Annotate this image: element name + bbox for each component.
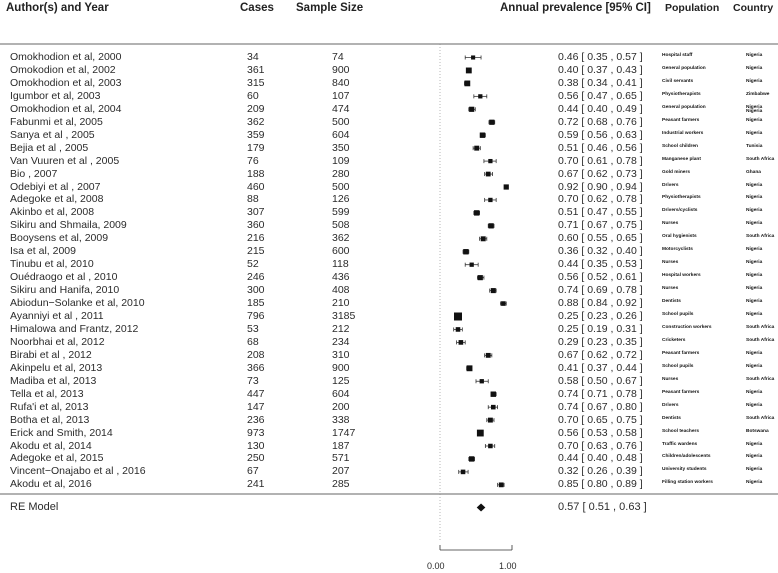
study-author: Sikiru and Hanifa, 2010 bbox=[10, 284, 120, 297]
study-population: Dentists bbox=[662, 299, 681, 305]
study-ci: 0.56 [ 0.47 , 0.65 ] bbox=[558, 89, 643, 102]
study-cases: 359 bbox=[247, 128, 265, 141]
study-ci: 0.85 [ 0.80 , 0.89 ] bbox=[558, 478, 643, 491]
study-country: Nigeria bbox=[746, 208, 763, 214]
study-sample-size: 508 bbox=[332, 219, 350, 232]
study-ci: 0.70 [ 0.62 , 0.78 ] bbox=[558, 193, 643, 206]
study-ci: 0.25 [ 0.23 , 0.26 ] bbox=[558, 310, 643, 322]
study-sample-size: 571 bbox=[332, 452, 350, 465]
study-country: Nigeria bbox=[746, 454, 763, 460]
study-sample-size: 126 bbox=[332, 193, 350, 206]
study-ci: 0.41 [ 0.37 , 0.44 ] bbox=[558, 361, 643, 374]
study-author: Adegoke et al, 2008 bbox=[10, 193, 104, 206]
study-country: South Africa bbox=[746, 324, 775, 330]
study-country: Nigeria bbox=[746, 273, 763, 279]
point-estimate bbox=[463, 249, 468, 254]
study-cases: 460 bbox=[247, 180, 265, 193]
study-cases: 188 bbox=[247, 167, 265, 180]
study-population: Construction workers bbox=[662, 324, 712, 330]
study-sample-size: 207 bbox=[332, 465, 350, 478]
study-sample-size: 107 bbox=[332, 89, 350, 102]
study-author: Omokhodion et al, 2004 bbox=[10, 102, 122, 115]
point-estimate bbox=[459, 340, 464, 345]
study-cases: 216 bbox=[247, 232, 265, 245]
study-population: Physiotherapists bbox=[662, 195, 701, 201]
point-estimate bbox=[488, 444, 493, 449]
study-population: General population bbox=[662, 65, 706, 71]
study-population: Oral hygienists bbox=[662, 234, 697, 240]
point-estimate bbox=[469, 456, 474, 461]
study-ci: 0.25 [ 0.19 , 0.31 ] bbox=[558, 322, 643, 335]
study-population: Dentists bbox=[662, 415, 681, 421]
study-sample-size: 900 bbox=[332, 63, 350, 76]
study-population: School children bbox=[662, 143, 698, 149]
study-population: Nurses bbox=[662, 286, 679, 292]
study-author: Tella et al, 2013 bbox=[10, 387, 84, 400]
study-author: Ayanniyi et al , 2011 bbox=[10, 310, 104, 322]
summary-ci: 0.57 [ 0.51 , 0.63 ] bbox=[558, 501, 647, 513]
point-estimate bbox=[474, 210, 479, 215]
study-cases: 147 bbox=[247, 400, 265, 413]
point-estimate bbox=[478, 94, 482, 98]
study-ci: 0.92 [ 0.90 , 0.94 ] bbox=[558, 180, 643, 193]
point-estimate bbox=[486, 172, 491, 177]
study-ci: 0.44 [ 0.40 , 0.48 ] bbox=[558, 452, 643, 465]
point-estimate bbox=[480, 132, 485, 137]
study-country: Tunisia bbox=[746, 143, 763, 149]
study-sample-size: 285 bbox=[332, 478, 350, 491]
study-author: Akodu et al, 2014 bbox=[10, 439, 92, 452]
study-ci: 0.74 [ 0.69 , 0.78 ] bbox=[558, 284, 643, 297]
study-sample-size: 604 bbox=[332, 128, 350, 141]
point-estimate bbox=[470, 263, 474, 267]
study-country: Nigeria bbox=[746, 117, 763, 123]
study-sample-size: 280 bbox=[332, 167, 350, 180]
study-author: Omokhodion et al, 2003 bbox=[10, 76, 122, 89]
study-author: Birabi et al , 2012 bbox=[10, 348, 92, 361]
study-population: Civil servants bbox=[662, 78, 694, 84]
study-author: Vincent−Onajabo et al , 2016 bbox=[10, 465, 146, 478]
point-estimate bbox=[488, 418, 493, 423]
study-population: Filling station workers bbox=[662, 480, 713, 486]
point-estimate bbox=[486, 353, 491, 358]
study-country: Nigeria bbox=[746, 286, 763, 292]
study-ci: 0.56 [ 0.52 , 0.61 ] bbox=[558, 271, 643, 284]
study-ci: 0.38 [ 0.34 , 0.41 ] bbox=[558, 76, 643, 89]
study-author: Omokodion et al, 2002 bbox=[10, 63, 116, 76]
study-country: Ghana bbox=[746, 169, 761, 175]
study-cases: 179 bbox=[247, 141, 265, 154]
study-country: Nigeria bbox=[746, 480, 763, 486]
study-sample-size: 900 bbox=[332, 361, 350, 374]
study-country: Nigeria bbox=[746, 260, 763, 266]
point-estimate bbox=[480, 379, 484, 383]
study-cases: 34 bbox=[247, 51, 259, 63]
study-population: Peasant farmers bbox=[662, 350, 700, 356]
study-author: Tinubu et al, 2010 bbox=[10, 258, 94, 271]
study-population: Physiotherapists bbox=[662, 91, 701, 97]
study-ci: 0.59 [ 0.56 , 0.63 ] bbox=[558, 128, 643, 141]
study-population: Peasant farmers bbox=[662, 117, 700, 123]
point-estimate bbox=[464, 81, 470, 87]
study-country: Nigeria bbox=[746, 65, 763, 71]
study-cases: 68 bbox=[247, 335, 259, 348]
study-cases: 241 bbox=[247, 478, 265, 491]
study-country: Nigeria bbox=[746, 53, 763, 58]
x-tick-label-1: 1.00 bbox=[499, 561, 517, 571]
study-cases: 53 bbox=[247, 322, 259, 335]
study-author: Ouédraogo et al , 2010 bbox=[10, 271, 118, 284]
study-author: Bejia et al , 2005 bbox=[10, 141, 89, 154]
study-country: Nigeria bbox=[746, 350, 763, 356]
study-cases: 360 bbox=[247, 219, 265, 232]
point-estimate bbox=[474, 146, 479, 151]
study-author: Sikiru and Shmaila, 2009 bbox=[10, 219, 127, 232]
study-ci: 0.29 [ 0.23 , 0.35 ] bbox=[558, 335, 643, 348]
study-population: Cricketers bbox=[662, 337, 686, 343]
study-ci: 0.67 [ 0.62 , 0.73 ] bbox=[558, 167, 643, 180]
study-author: Odebiyi et al , 2007 bbox=[10, 180, 101, 193]
study-author: Booysens et al, 2009 bbox=[10, 232, 109, 245]
study-sample-size: 212 bbox=[332, 322, 350, 335]
point-estimate bbox=[471, 55, 475, 59]
point-estimate bbox=[491, 288, 496, 293]
study-cases: 52 bbox=[247, 258, 259, 271]
study-ci: 0.67 [ 0.62 , 0.72 ] bbox=[558, 348, 643, 361]
study-author: Sanya et al , 2005 bbox=[10, 128, 95, 141]
study-population: Peasant farmers bbox=[662, 389, 700, 395]
study-population: General population bbox=[662, 104, 706, 110]
point-estimate bbox=[477, 430, 484, 437]
study-cases: 366 bbox=[247, 361, 265, 374]
header-country: Country bbox=[733, 2, 774, 14]
point-estimate bbox=[488, 159, 492, 163]
study-population: Hospital workers bbox=[662, 273, 701, 279]
study-country: Botswana bbox=[746, 428, 769, 434]
study-country: South Africa bbox=[746, 415, 775, 421]
study-sample-size: 840 bbox=[332, 76, 350, 89]
study-sample-size: 436 bbox=[332, 271, 350, 284]
study-author: Himalowa and Frantz, 2012 bbox=[10, 322, 139, 335]
study-ci: 0.51 [ 0.47 , 0.55 ] bbox=[558, 206, 643, 219]
study-population: Drivers bbox=[662, 182, 679, 188]
study-author: Noorbhai et al, 2012 bbox=[10, 335, 105, 348]
point-estimate bbox=[491, 405, 496, 410]
study-sample-size: 310 bbox=[332, 348, 350, 361]
study-ci: 0.70 [ 0.65 , 0.75 ] bbox=[558, 413, 643, 426]
study-ci: 0.60 [ 0.55 , 0.65 ] bbox=[558, 232, 643, 245]
study-cases: 60 bbox=[247, 89, 259, 102]
point-estimate bbox=[489, 223, 494, 228]
study-cases: 362 bbox=[247, 115, 265, 128]
study-cases: 973 bbox=[247, 426, 265, 439]
point-estimate bbox=[469, 107, 474, 112]
study-author: Van Vuuren et al , 2005 bbox=[10, 154, 120, 167]
study-cases: 307 bbox=[247, 206, 265, 219]
study-country: South Africa bbox=[746, 376, 775, 382]
study-author: Igumbor et al, 2003 bbox=[10, 89, 101, 102]
study-cases: 447 bbox=[247, 387, 265, 400]
study-sample-size: 500 bbox=[332, 115, 350, 128]
study-country: Nigeria bbox=[746, 78, 763, 84]
study-sample-size: 500 bbox=[332, 180, 350, 193]
study-population: Hospital staff bbox=[662, 53, 693, 58]
study-cases: 300 bbox=[247, 284, 265, 297]
point-estimate bbox=[501, 301, 506, 306]
study-author: Omokhodion et al, 2000 bbox=[10, 51, 122, 63]
study-ci: 0.44 [ 0.35 , 0.53 ] bbox=[558, 258, 643, 271]
study-sample-size: 210 bbox=[332, 297, 350, 310]
study-country: Nigeria bbox=[746, 363, 763, 369]
study-ci: 0.32 [ 0.26 , 0.39 ] bbox=[558, 465, 643, 478]
summary-label: RE Model bbox=[10, 501, 59, 513]
study-country: Nigeria bbox=[746, 467, 763, 473]
x-tick-label-0: 0.00 bbox=[427, 561, 445, 571]
study-ci: 0.51 [ 0.46 , 0.56 ] bbox=[558, 141, 643, 154]
point-estimate bbox=[454, 313, 462, 321]
point-estimate bbox=[504, 184, 509, 189]
header-population: Population bbox=[665, 2, 720, 14]
study-population: School pupils bbox=[662, 312, 694, 317]
study-cases: 361 bbox=[247, 63, 265, 76]
study-population: Motorcyclists bbox=[662, 247, 693, 253]
study-ci: 0.56 [ 0.53 , 0.58 ] bbox=[558, 426, 643, 439]
study-population: Gold miners bbox=[662, 169, 690, 175]
study-sample-size: 474 bbox=[332, 102, 350, 115]
header-cases: Cases bbox=[240, 2, 274, 14]
study-cases: 796 bbox=[247, 310, 265, 322]
study-ci: 0.44 [ 0.40 , 0.49 ] bbox=[558, 102, 643, 115]
point-estimate bbox=[499, 482, 504, 487]
point-estimate bbox=[481, 236, 486, 241]
study-author: Akinbo et al, 2008 bbox=[10, 206, 95, 219]
study-population: Drivers bbox=[662, 402, 679, 408]
study-sample-size: 350 bbox=[332, 141, 350, 154]
study-sample-size: 3185 bbox=[332, 310, 356, 322]
study-sample-size: 338 bbox=[332, 413, 350, 426]
study-author: Isa et al, 2009 bbox=[10, 245, 76, 258]
study-ci: 0.70 [ 0.63 , 0.76 ] bbox=[558, 439, 643, 452]
study-cases: 130 bbox=[247, 439, 265, 452]
study-country: Nigeria bbox=[746, 104, 763, 110]
study-sample-size: 74 bbox=[332, 51, 344, 63]
study-cases: 250 bbox=[247, 452, 265, 465]
study-ci: 0.40 [ 0.37 , 0.43 ] bbox=[558, 63, 643, 76]
study-sample-size: 362 bbox=[332, 232, 350, 245]
study-country: Nigeria bbox=[746, 312, 763, 317]
study-sample-size: 600 bbox=[332, 245, 350, 258]
study-country: Nigeria bbox=[746, 195, 763, 201]
study-author: Abiodun−Solanke et al, 2010 bbox=[10, 297, 145, 310]
study-sample-size: 604 bbox=[332, 387, 350, 400]
summary-diamond bbox=[477, 504, 486, 512]
study-country: Nigeria bbox=[746, 389, 763, 395]
study-cases: 209 bbox=[247, 102, 265, 115]
study-sample-size: 599 bbox=[332, 206, 350, 219]
study-author: Bio , 2007 bbox=[10, 167, 58, 180]
study-author: Erick and Smith, 2014 bbox=[10, 426, 113, 439]
point-estimate bbox=[478, 275, 483, 280]
study-author: Madiba et al, 2013 bbox=[10, 374, 97, 387]
study-cases: 315 bbox=[247, 76, 265, 89]
study-country: Zimbabwe bbox=[746, 91, 770, 97]
study-cases: 67 bbox=[247, 465, 259, 478]
study-cases: 73 bbox=[247, 374, 259, 387]
study-country: Nigeria bbox=[746, 130, 763, 136]
study-author: Adegoke et al, 2015 bbox=[10, 452, 104, 465]
study-country: Nigeria bbox=[746, 441, 763, 447]
study-country: Nigeria bbox=[746, 182, 763, 188]
study-population: Industrial workers bbox=[662, 130, 704, 136]
point-estimate bbox=[489, 120, 494, 125]
header-sample-size: Sample Size bbox=[296, 2, 364, 14]
study-ci: 0.72 [ 0.68 , 0.76 ] bbox=[558, 115, 643, 128]
study-sample-size: 109 bbox=[332, 154, 350, 167]
point-estimate bbox=[461, 470, 466, 475]
study-author: Akinpelu et al, 2013 bbox=[10, 361, 103, 374]
study-ci: 0.70 [ 0.61 , 0.78 ] bbox=[558, 154, 643, 167]
point-estimate bbox=[456, 327, 461, 332]
study-author: Akodu et al, 2016 bbox=[10, 478, 92, 491]
study-population: Drivers/cyclists bbox=[662, 208, 698, 214]
study-population: School teachers bbox=[662, 428, 700, 434]
study-cases: 185 bbox=[247, 297, 265, 310]
study-cases: 215 bbox=[247, 245, 265, 258]
study-cases: 76 bbox=[247, 154, 259, 167]
study-author: Rufa'i et al, 2013 bbox=[10, 400, 89, 413]
study-author: Fabunmi et al, 2005 bbox=[10, 115, 103, 128]
study-population: Traffic wardens bbox=[662, 441, 698, 447]
study-sample-size: 125 bbox=[332, 374, 350, 387]
study-sample-size: 187 bbox=[332, 439, 350, 452]
study-ci: 0.74 [ 0.67 , 0.80 ] bbox=[558, 400, 643, 413]
point-estimate bbox=[491, 391, 496, 396]
header-prevalence: Annual prevalence [95% CI] bbox=[500, 2, 651, 14]
study-population: Nurses bbox=[662, 221, 679, 227]
study-population: Nurses bbox=[662, 376, 679, 382]
study-population: School pupils bbox=[662, 363, 694, 369]
study-cases: 236 bbox=[247, 413, 265, 426]
study-country: Nigeria bbox=[746, 299, 763, 305]
study-country-extra: Nigeria bbox=[746, 108, 763, 114]
study-sample-size: 234 bbox=[332, 335, 350, 348]
study-cases: 88 bbox=[247, 193, 259, 206]
study-sample-size: 408 bbox=[332, 284, 350, 297]
study-sample-size: 200 bbox=[332, 400, 350, 413]
study-population: Children/adolescents bbox=[662, 454, 711, 460]
study-cases: 246 bbox=[247, 271, 265, 284]
point-estimate bbox=[467, 365, 473, 371]
study-ci: 0.74 [ 0.71 , 0.78 ] bbox=[558, 387, 643, 400]
study-population: Manganese plant bbox=[662, 156, 701, 162]
point-estimate bbox=[466, 68, 472, 74]
point-estimate bbox=[488, 198, 492, 202]
study-ci: 0.36 [ 0.32 , 0.40 ] bbox=[558, 245, 643, 258]
study-population: University students bbox=[662, 467, 707, 473]
study-country: Nigeria bbox=[746, 402, 763, 408]
study-country: South Africa bbox=[746, 156, 775, 162]
study-country: Nigeria bbox=[746, 221, 763, 227]
study-ci: 0.71 [ 0.67 , 0.75 ] bbox=[558, 219, 643, 232]
header-author: Author(s) and Year bbox=[6, 2, 109, 14]
study-country: South Africa bbox=[746, 234, 775, 240]
study-country: South Africa bbox=[746, 337, 775, 343]
study-population: Nurses bbox=[662, 260, 679, 266]
study-ci: 0.46 [ 0.35 , 0.57 ] bbox=[558, 51, 643, 63]
study-cases: 208 bbox=[247, 348, 265, 361]
study-ci: 0.88 [ 0.84 , 0.92 ] bbox=[558, 297, 643, 310]
study-sample-size: 118 bbox=[332, 258, 349, 271]
study-author: Botha et al, 2013 bbox=[10, 413, 90, 426]
study-ci: 0.58 [ 0.50 , 0.67 ] bbox=[558, 374, 643, 387]
study-sample-size: 1747 bbox=[332, 426, 356, 439]
study-country: Nigeria bbox=[746, 247, 763, 253]
